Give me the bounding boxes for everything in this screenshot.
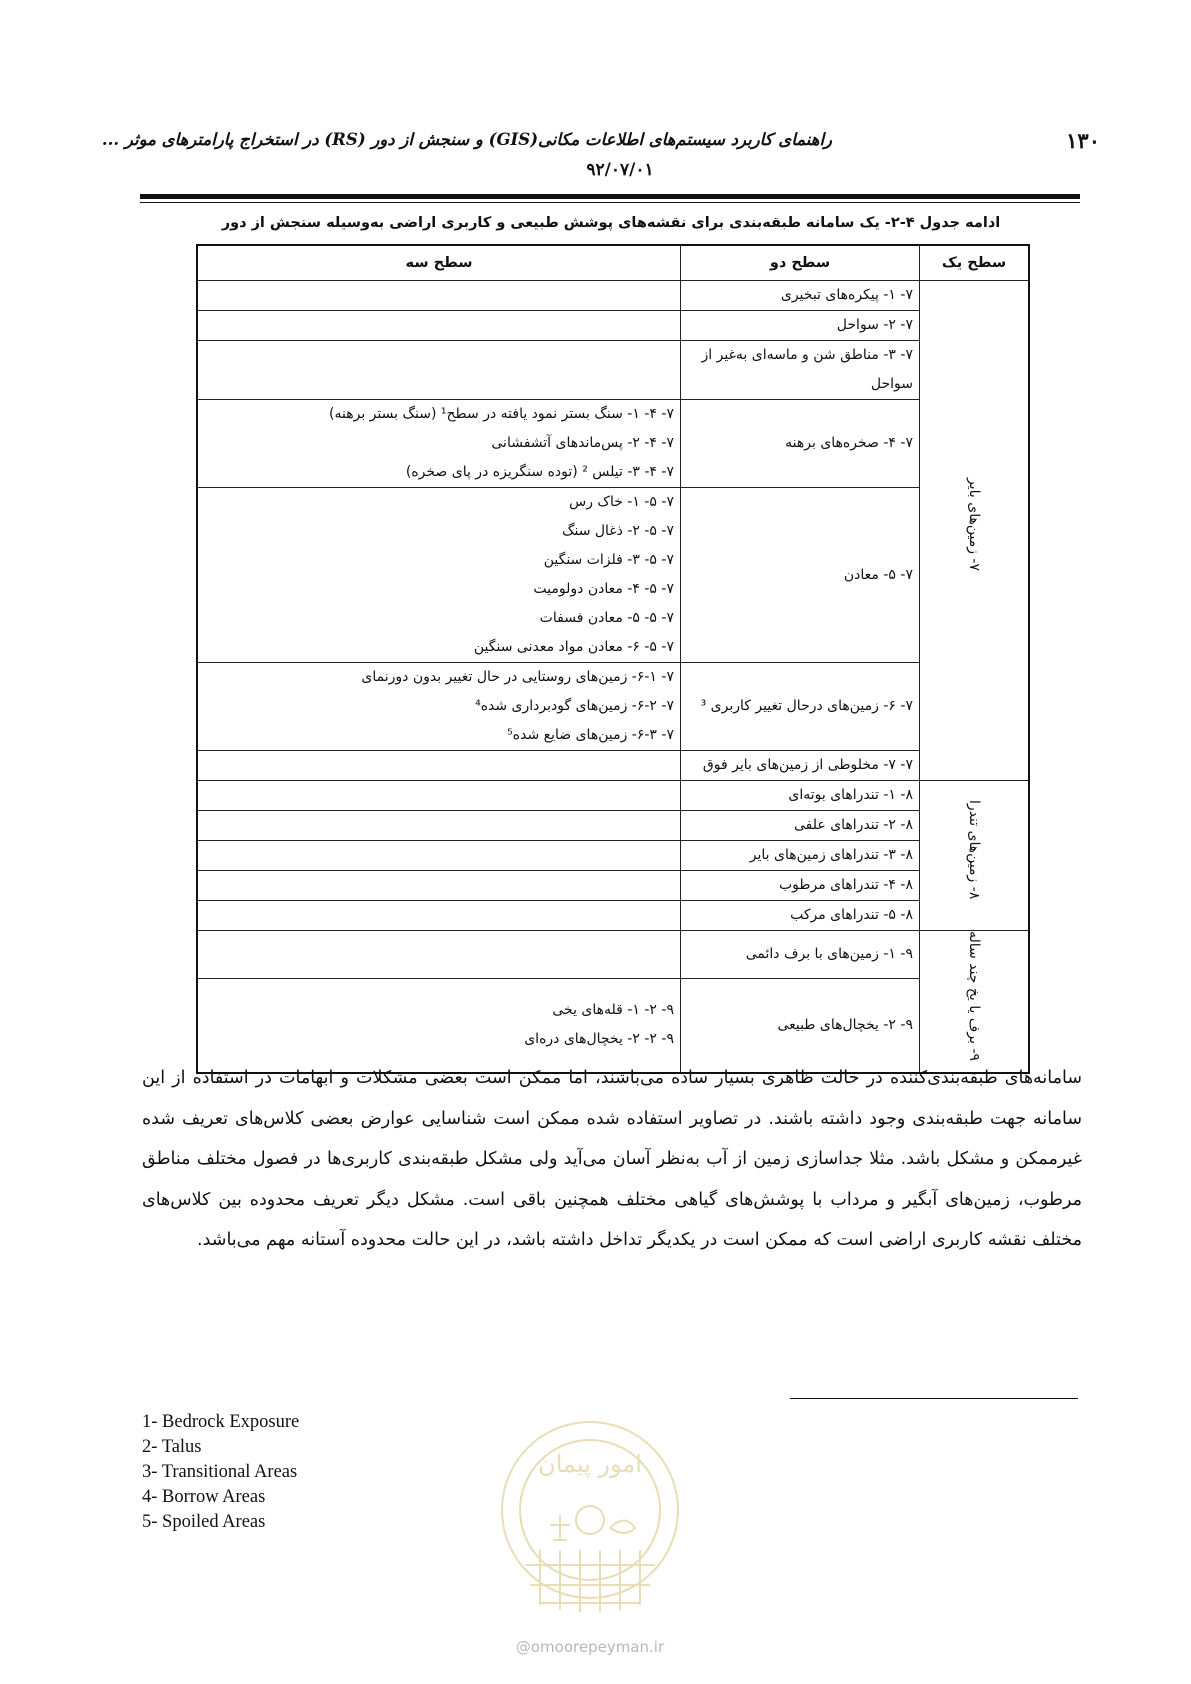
- level3-item: ۷- ۶-۲- زمین‌های گودبرداری شده⁴: [475, 698, 674, 714]
- level2-cell: ۷- ۷- مخلوطی از زمین‌های بایر فوق: [681, 751, 920, 781]
- level1-label: ۷- زمین‌های بایر: [966, 478, 982, 572]
- level3-item: ۷- ۴- ۲- پس‌ماندهای آتشفشانی: [491, 435, 674, 451]
- page-number: ۱۳۰: [1066, 128, 1100, 153]
- level3-item: ۷- ۶-۳- زمین‌های ضایع شده⁵: [507, 727, 674, 743]
- level3-item: ۷- ۵- ۲- ذغال سنگ: [561, 523, 674, 539]
- table-row: [197, 663, 1029, 751]
- classification-table: [196, 244, 1030, 1074]
- level2-cell: ۸- ۳- تندراهای زمین‌های بایر: [681, 841, 920, 871]
- table-row: [197, 341, 1029, 400]
- level2-cell: ۷- ۶- زمین‌های درحال تغییر کاربری ³: [681, 663, 920, 751]
- watermark-url: @omoorepeyman.ir: [515, 1638, 665, 1656]
- level3-item: ۷- ۵- ۱- خاک رس: [569, 494, 674, 510]
- running-date: ۹۲/۰۷/۰۱: [586, 160, 654, 180]
- level3-cell: [197, 751, 681, 781]
- level2-cell: ۷- ۲- سواحل: [681, 311, 920, 341]
- header-level3: سطح سه: [197, 245, 681, 281]
- footnote-rule: [790, 1398, 1078, 1399]
- table-row: [197, 781, 1029, 811]
- header-rule: [140, 194, 1080, 199]
- table-body: [197, 281, 1029, 1074]
- level2-cell: ۷- ۱- پیکره‌های تبخیری: [681, 281, 920, 311]
- level2-cell: ۸- ۲- تندراهای علفی: [681, 811, 920, 841]
- running-title: راهنمای کاربرد سیستم‌های اطلاعات مکانی(GIS) و سنجش از دور (RS) در استخراج پارامترهای موثر ...: [101, 130, 832, 149]
- level3-item: ۷- ۶-۱- زمین‌های روستایی در حال تغییر بدون دورنمای: [361, 669, 674, 685]
- table-caption: ادامه جدول ۴-۲- یک سامانه طبقه‌بندی برای نقشه‌های پوشش طبیعی و کاربری اراضی به‌وسیله سنجش از دور: [221, 215, 1001, 231]
- table-row: [197, 871, 1029, 901]
- level1-label: ۸- زمین‌های تندرا: [966, 800, 982, 900]
- level3-item: ۹- ۲- ۲- یخچال‌های دره‌ای: [524, 1031, 674, 1048]
- table-row: [197, 841, 1029, 871]
- body-paragraph: سامانه‌های طبقه‌بندی‌کننده در حالت ظاهری بسیار ساده می‌باشند، اما ممکن است بعضی مشکلات و ابهامات در استفاده از این سامانه جهت طبقه‌بندی وجود داشته باشند. در تصاویر استفاده شده ممکن است شناسایی عوارض بعضی کلاس‌های تعریف شده غیرممکن و مشکل باشد. مثلا جداسازی زمین از آب به‌نظر آسان می‌آید ولی مشکل طبقه‌بندی کاربری‌ها در فصول مختلف مناطق مرطوب، زمین‌های آبگیر و مرداب با پوشش‌های گیاهی مختلف همچنین باقی است. مشکل دیگر تعریف محدوده بین کلاس‌های مختلف نقشه کاربری اراضی است که ممکن است در یکدیگر تداخل داشته باشد، در این حالت محدوده آستانه مهم می‌باشد.: [142, 1068, 1082, 1250]
- level3-cell: [197, 901, 681, 931]
- footnotes: [142, 1410, 502, 1535]
- level3-cell: [197, 931, 681, 979]
- svg-text:امور پیمان: امور پیمان: [538, 1450, 642, 1478]
- level3-item: ۷- ۵- ۴- معادن دولومیت: [533, 581, 674, 597]
- level2-cell: ۷- ۴- صخره‌های برهنه: [681, 400, 920, 488]
- level3-cell: [197, 488, 681, 663]
- table-header-row: [197, 245, 1029, 281]
- level3-item: ۷- ۴- ۳- تیلس ² (توده سنگریزه در پای صخره): [405, 464, 674, 480]
- footnote: 1- Bedrock Exposure: [142, 1412, 300, 1432]
- level3-cell: [197, 311, 681, 341]
- header-rule-thin: [140, 202, 1080, 203]
- level3-cell: [197, 871, 681, 901]
- level2-cell: ۸- ۴- تندراهای مرطوب: [681, 871, 920, 901]
- table-row: [197, 400, 1029, 488]
- level1-label: ۹- برف یا یخ چند ساله: [966, 931, 982, 1062]
- table-row: [197, 311, 1029, 341]
- footnote: 2- Talus: [142, 1437, 202, 1457]
- footnote: 4- Borrow Areas: [142, 1487, 266, 1507]
- footnote: 3- Transitional Areas: [142, 1462, 298, 1482]
- header-level1: سطح یک: [920, 245, 1030, 281]
- level3-item: ۷- ۵- ۶- معادن مواد معدنی سنگین: [473, 639, 674, 655]
- level3-item: ۷- ۵- ۳- فلزات سنگین: [543, 552, 674, 568]
- level3-cell: [197, 841, 681, 871]
- level2-cell: ۹- ۱- زمین‌های با برف دائمی: [681, 931, 920, 979]
- level3-cell: [197, 341, 681, 400]
- level2-cell: ۸- ۵- تندراهای مرکب: [681, 901, 920, 931]
- level2-cell: ۷- ۳- مناطق شن و ماسه‌ای به‌غیر از سواحل: [681, 341, 920, 400]
- table-row: [197, 751, 1029, 781]
- table-row: [197, 811, 1029, 841]
- level1-cell: [920, 781, 1030, 931]
- level2-cell: ۷- ۵- معادن: [681, 488, 920, 663]
- table-row: [197, 281, 1029, 311]
- level3-cell: [197, 663, 681, 751]
- level1-cell: [920, 931, 1030, 1074]
- footnote: 5- Spoiled Areas: [142, 1512, 266, 1532]
- level3-item: ۹- ۲- ۱- قله‌های یخی: [552, 1002, 674, 1019]
- watermark-seal-icon: [495, 1400, 685, 1630]
- level3-cell: [197, 281, 681, 311]
- level1-cell: [920, 281, 1030, 781]
- level2-cell: ۸- ۱- تندراهای بوته‌ای: [681, 781, 920, 811]
- table-row: [197, 931, 1029, 979]
- level3-item: ۷- ۴- ۱- سنگ بستر نمود یافته در سطح¹ (سنگ بستر برهنه): [329, 406, 674, 422]
- level3-cell: [197, 811, 681, 841]
- table-row: [197, 901, 1029, 931]
- table-row: [197, 488, 1029, 663]
- level3-cell: [197, 781, 681, 811]
- level3-item: ۷- ۵- ۵- معادن فسفات: [539, 610, 674, 626]
- level3-cell: [197, 400, 681, 488]
- level2-cell: ۹- ۲- یخچال‌های طبیعی: [681, 978, 920, 1073]
- header-level2: سطح دو: [681, 245, 920, 281]
